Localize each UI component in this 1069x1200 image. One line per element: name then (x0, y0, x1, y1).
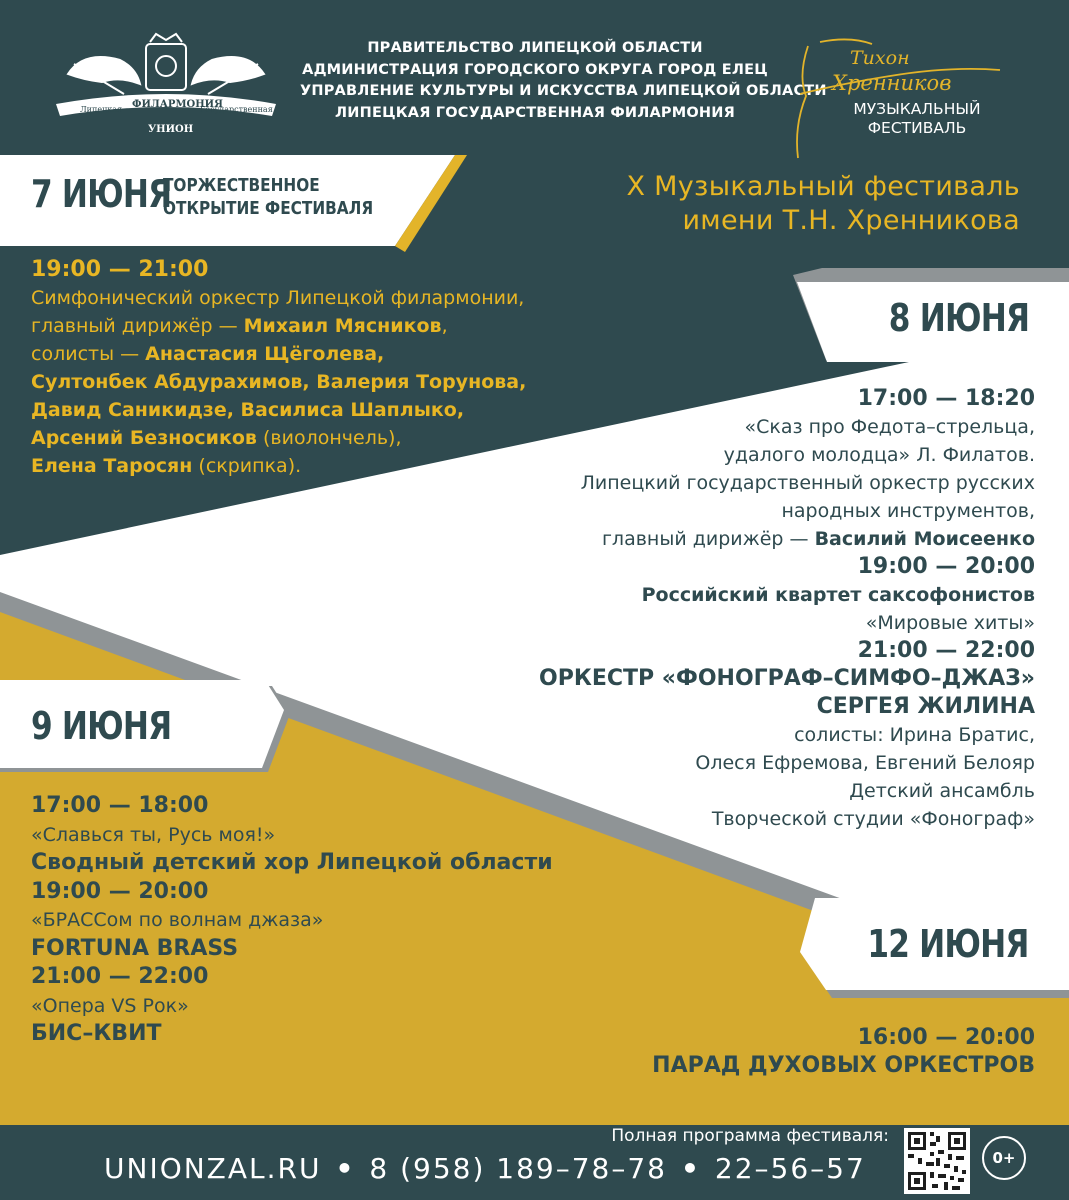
qr-code-icon[interactable] (904, 1128, 970, 1194)
logo-union-text: УНИОН (148, 124, 194, 135)
event-time: 19:00 — 20:00 (857, 554, 1035, 579)
program-9-june (31, 792, 553, 1049)
program-7-june (31, 256, 526, 480)
event-line: Олеся Ефремова, Евгений Белояр (695, 752, 1035, 774)
khrennikov-signature-icon (780, 36, 1010, 162)
event-line: Творческой студии «Фонограф» (711, 808, 1035, 830)
event-line: Детский ансамбль (849, 780, 1035, 802)
event-line: «Славься ты, Русь моя!» (31, 823, 276, 846)
signature-first-name: Тихон (850, 47, 910, 69)
contacts-line (104, 1152, 866, 1185)
instrument-text: (скрипка). (192, 455, 302, 477)
date-7-june: 7 ИЮНЯ (31, 172, 172, 216)
festival-title-line1: X Музыкальный фестиваль (626, 171, 1020, 202)
music-festival-label-line1: МУЗЫКАЛЬНЫЙ (853, 100, 981, 118)
performer-name: СЕРГЕЯ ЖИЛИНА (816, 694, 1035, 719)
soloist-name: Арсений Безносиков (31, 427, 257, 449)
organizer-line: ЛИПЕЦКАЯ ГОСУДАРСТВЕННАЯ ФИЛАРМОНИЯ (335, 104, 735, 121)
performer-name: ОРКЕСТР «ФОНОГРАФ–СИМФО–ДЖАЗ» (539, 666, 1035, 691)
date-9-june: 9 ИЮНЯ (31, 704, 172, 748)
opening-label-line1: ТОРЖЕСТВЕННОЕ (163, 175, 320, 196)
event-line (539, 525, 1035, 553)
full-program-label: Полная программа фестиваля: (611, 1126, 889, 1146)
signature-last-name: Хренников (832, 71, 952, 95)
philharmonic-crest-icon (50, 32, 282, 142)
program-12-june (652, 1024, 1035, 1080)
age-rating-badge: 0+ (982, 1136, 1026, 1180)
music-festival-label (832, 100, 1002, 138)
website-link[interactable]: UNIONZAL.RU (104, 1152, 322, 1185)
event-line (31, 312, 526, 340)
program-8-june (539, 385, 1035, 833)
organizer-line: АДМИНИСТРАЦИЯ ГОРОДСКОГО ОКРУГА ГОРОД ЕЛЕЦ (302, 61, 768, 78)
festival-title-line2: имени Т.Н. Хренникова (682, 205, 1020, 236)
event-time: 17:00 — 18:00 (31, 793, 209, 818)
date-8-june: 8 ИЮНЯ (888, 296, 1029, 340)
date-12-june: 12 ИЮНЯ (867, 922, 1029, 966)
opening-label-line2: ОТКРЫТИЕ ФЕСТИВАЛЯ (163, 198, 374, 219)
event-line: «Мировые хиты» (865, 612, 1035, 634)
conductor-name: Михаил Мясников (243, 315, 442, 337)
phone-number[interactable]: 8 (958) 189–78–78 (369, 1152, 667, 1185)
separator-dot: • (335, 1152, 356, 1185)
soloist-names: Анастасия Щёголева, (145, 343, 385, 365)
logo-ribbon-left-text: Липецкая (80, 105, 123, 114)
event-line (31, 452, 526, 480)
event-line (31, 340, 526, 368)
performer-name: Российский квартет саксофонистов (641, 584, 1035, 606)
logo-ribbon-right-text: Государственная (200, 105, 273, 114)
punctuation: , (441, 315, 448, 337)
performer-name: Сводный детский хор Липецкой области (31, 850, 553, 875)
soloist-names: Давид Саникидзе, Василиса Шаплыко, (31, 399, 465, 421)
role-text: главный дирижёр — (31, 315, 244, 337)
opening-label (163, 174, 373, 220)
event-time: 17:00 — 18:20 (857, 386, 1035, 411)
role-text: главный дирижёр — (601, 528, 815, 550)
phone-number[interactable]: 22–56–57 (714, 1152, 866, 1185)
event-line: солисты: Ирина Братис, (794, 724, 1035, 746)
soloist-name: Елена Таросян (31, 455, 193, 477)
event-line: «Опера VS Рок» (31, 994, 189, 1017)
organizer-line: ПРАВИТЕЛЬСТВО ЛИПЕЦКОЙ ОБЛАСТИ (367, 40, 703, 56)
event-line: народных инструментов, (781, 500, 1035, 522)
event-line: Липецкий государственный оркестр русских (580, 472, 1035, 494)
soloist-names: Султонбек Абдурахимов, Валерия Торунова, (31, 371, 527, 393)
conductor-name: Василий Моисеенко (814, 528, 1035, 550)
festival-title (560, 170, 1020, 238)
event-time: 21:00 — 22:00 (31, 964, 209, 989)
event-line (31, 424, 526, 452)
event-line: удалого молодца» Л. Филатов. (723, 444, 1035, 466)
event-line: «Сказ про Федота–стрельца, (744, 416, 1035, 438)
event-time: 19:00 — 21:00 (31, 257, 209, 282)
event-time: 21:00 — 22:00 (857, 638, 1035, 663)
role-text: солисты — (31, 343, 146, 365)
event-line: Симфонический оркестр Липецкой филармонии, (31, 287, 525, 309)
event-time: 16:00 — 20:00 (857, 1025, 1035, 1050)
performer-name: ПАРАД ДУХОВЫХ ОРКЕСТРОВ (652, 1053, 1035, 1078)
logo-ribbon-center-text: ФИЛАРМОНИЯ (132, 99, 223, 110)
instrument-text: (виолончель), (256, 427, 402, 449)
organizer-line: УПРАВЛЕНИЕ КУЛЬТУРЫ И ИСКУССТВА ЛИПЕЦКОЙ ОБЛАСТИ (300, 83, 827, 99)
music-festival-label-line2: ФЕСТИВАЛЬ (867, 119, 967, 137)
event-time: 19:00 — 20:00 (31, 878, 209, 904)
performer-name: БИС–КВИТ (31, 1021, 162, 1046)
separator-dot: • (680, 1152, 701, 1185)
event-line: «БРАССом по волнам джаза» (31, 909, 324, 931)
performer-name: FORTUNA BRASS (31, 935, 239, 961)
organizers-list (300, 38, 827, 124)
